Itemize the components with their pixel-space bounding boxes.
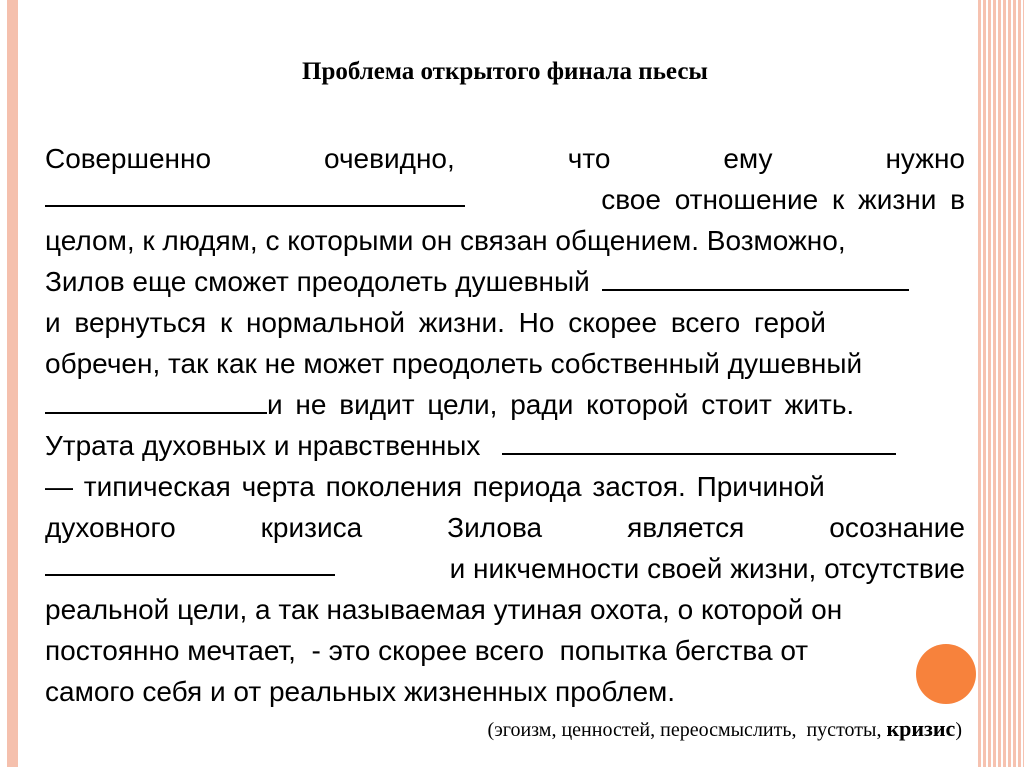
word-hint (350, 716, 962, 742)
text-line-12: реальной цели, а так называемая утиная охота, о которой он (45, 594, 843, 625)
hint-close-paren: ) (955, 719, 962, 741)
text-segment: и никчемности своей жизни, отсутствие (449, 553, 965, 584)
text-segment: и не видит цели, ради которой стоит жить. (267, 389, 855, 420)
hint-bold-word: кризис (886, 716, 956, 741)
text-segment: Зилов еще сможет преодолеть душевный (45, 266, 590, 297)
text-line-14: самого себя и от реальных жизненных проблем. (45, 676, 676, 707)
word: Совершенно (45, 143, 212, 174)
hint-open-paren: ( (487, 719, 495, 741)
text-segment: свое отношение к жизни в (601, 184, 965, 215)
text-line-11 (45, 548, 965, 589)
orange-circle-decoration (916, 644, 976, 704)
word: является (627, 512, 745, 543)
word: Зилова (447, 512, 543, 543)
word: кризиса (260, 512, 363, 543)
word: ему (723, 143, 773, 174)
blank-3[interactable] (45, 386, 267, 414)
text-line-7 (45, 384, 965, 425)
word: очевидно, (323, 143, 455, 174)
exercise-text (45, 138, 965, 712)
right-stripes-decoration (978, 0, 1024, 767)
text-line-8 (45, 425, 965, 466)
blank-1[interactable] (45, 179, 465, 207)
text-line-3: целом, к людям, с которыми он связан общением. Возможно, (45, 225, 846, 256)
left-border-decoration (7, 0, 18, 767)
text-line-6: обречен, так как не может преодолеть собственный душевный (45, 348, 863, 379)
text-line-2 (45, 179, 965, 220)
text-line-10 (45, 507, 965, 548)
word: что (567, 143, 611, 174)
page-title: Проблема открытого финала пьесы (302, 58, 708, 85)
blank-2[interactable] (602, 263, 909, 291)
text-line-9: — типическая черта поколения периода застоя. Причиной (45, 471, 825, 502)
word: нужно (885, 143, 965, 174)
text-line-1 (45, 138, 965, 179)
hint-words: эгоизм, ценностей, переосмыслить, пустоты, (494, 719, 882, 741)
blank-5[interactable] (45, 548, 335, 576)
text-line-4 (45, 261, 965, 302)
blank-4[interactable] (502, 427, 896, 455)
text-line-5: и вернуться к нормальной жизни. Но скорее всего герой (45, 307, 826, 338)
text-line-13: постоянно мечтает, - это скорее всего попытка бегства от (45, 635, 809, 666)
word: духовного (45, 512, 176, 543)
word: осознание (829, 512, 965, 543)
text-segment: Утрата духовных и нравственных (45, 430, 481, 461)
